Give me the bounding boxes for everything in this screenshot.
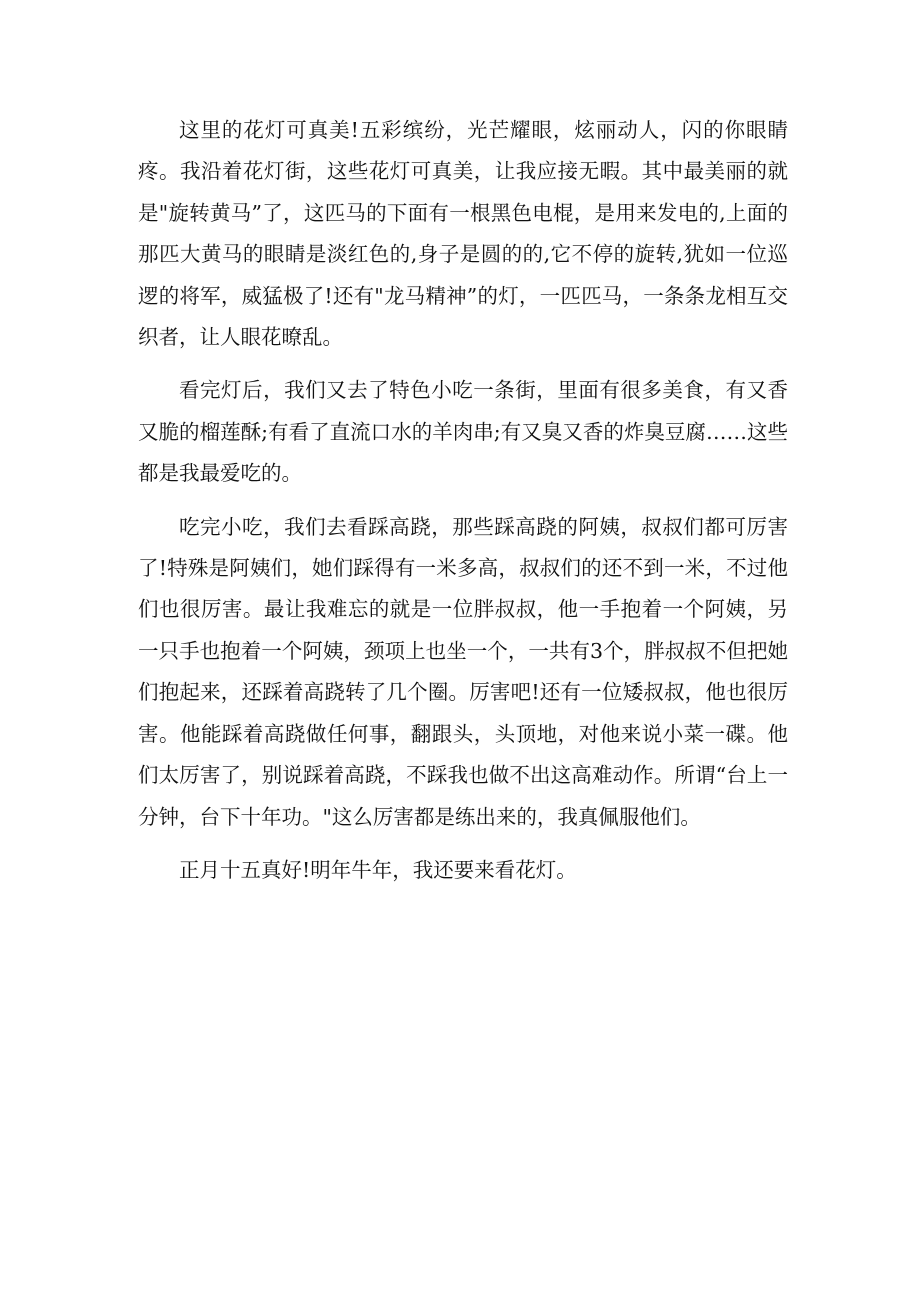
paragraph-stilt-walking: 吃完小吃，我们去看踩高跷，那些踩高跷的阿姨，叔叔们都可厉害了!特殊是阿姨们，她们踩得有一米多高，叔叔们的还不到一米，不过他们也很厉害。最让我难忘的就是一位胖叔叔，他一手抱着一个阿姨，另一只手也抱着一个阿姨，颈项上也坐一个，一共有3个，胖叔叔不但把她们抱起来，还踩着高跷转了几个圈。厉害吧!还有一位矮叔叔，他也很厉害。他能踩着高跷做任何事，翻跟头，头顶地，对他来说小菜一碟。他们太厉害了，别说踩着高跷，不踩我也做不出这高难动作。所谓“台上一分钟，台下十年功。"这么厉害都是练出来的，我真佩服他们。 bbox=[138, 514, 788, 829]
document-body bbox=[138, 110, 788, 891]
paragraph-snack-street: 看完灯后，我们又去了特色小吃一条街，里面有很多美食，有又香又脆的榴莲酥;有看了直流口水的羊肉串;有又臭又香的炸臭豆腐……这些都是我最爱吃的。 bbox=[138, 378, 788, 486]
paragraph-lanterns: 这里的花灯可真美!五彩缤纷，光芒耀眼，炫丽动人，闪的你眼睛疼。我沿着花灯街，这些花灯可真美，让我应接无暇。其中最美丽的就是"旋转黄马”了，这匹马的下面有一根黑色电棍，是用来发电的,上面的那匹大黄马的眼睛是淡红色的,身子是圆的的,它不停的旋转,犹如一位巡逻的将军，威猛极了!还有"龙马精神”的灯，一匹匹马，一条条龙相互交织者，让人眼花暸乱。 bbox=[138, 118, 788, 350]
paragraph-conclusion: 正月十五真好!明年牛年，我还要来看花灯。 bbox=[179, 857, 577, 882]
